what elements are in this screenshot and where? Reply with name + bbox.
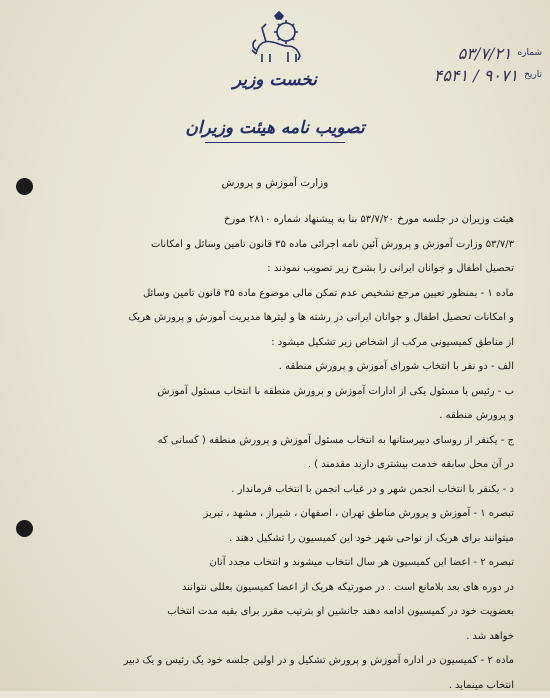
body-line: ۵۳/۷/۳ وزارت آموزش و پرورش آئین نامه اجرائی ماده ۳۵ قانون تامین وسائل و امکانات bbox=[38, 233, 514, 258]
number-label: شماره bbox=[517, 48, 542, 58]
body-line: تبصره ۱ - آموزش و پرورش مناطق تهران ، اصفهان ، شیراز ، مشهد ، تبریز bbox=[38, 502, 514, 527]
number-value: ۵۳/۷/۲۱ bbox=[458, 44, 512, 63]
heading-underline bbox=[205, 142, 345, 143]
body-line: در دوره های بعد بلامانع است . در صورتیکه هریک از اعضا کمیسیون بعللی نتوانند bbox=[38, 576, 514, 601]
body-line: ماده ۲ - کمیسیون در اداره آموزش و پرورش تشکیل و در اولین جلسه خود یک رئیس و یک دبیر bbox=[38, 649, 514, 674]
date-label: تاریخ bbox=[524, 70, 542, 80]
date-value: ۹۰۷۱ / ۴۵۴۱ bbox=[434, 66, 518, 85]
document-meta bbox=[392, 42, 542, 86]
punch-hole-top bbox=[16, 178, 33, 195]
body-line: از مناطق کمیسیونی مرکب از اشخاص زیر تشکیل میشود : bbox=[38, 331, 514, 356]
body-line: ماده ۱ - بمنظور تعیین مرجع تشخیص عدم تمکن مالی موضوع ماده ۳۵ قانون تامین وسائل bbox=[38, 282, 514, 307]
body-line: در آن محل سابقه خدمت بیشتری دارند مقدمند ) . bbox=[38, 453, 514, 478]
prime-minister-heading: نخست وزیر bbox=[0, 70, 550, 90]
body-line: ج - یکنفر از روسای دبیرستانها به انتخاب مسئول آموزش و پرورش منطقه ( کسانی که bbox=[38, 429, 514, 454]
body-line: و امکانات تحصیل اطفال و جوانان ایرانی در رشته ها و لیترها مدیریت آموزش و پرورش هریک bbox=[38, 306, 514, 331]
ministry-line: وزارت آموزش و پرورش bbox=[0, 177, 550, 189]
meta-number-row bbox=[392, 42, 542, 64]
punch-hole-bottom bbox=[16, 520, 33, 537]
body-line: هیئت وزیران در جلسه مورخ ۵۳/۷/۲۰ بنا به پیشنهاد شماره ۲۸۱۰ مورخ bbox=[38, 208, 514, 233]
body-line: انتخاب مینماید . bbox=[38, 674, 514, 698]
body-line: بعضویت خود در کمیسیون ادامه دهند جانشین او بترتیب مقرر برای بقیه مدت انتخاب bbox=[38, 600, 514, 625]
meta-date-row bbox=[392, 64, 542, 86]
lion-and-sun-emblem-icon bbox=[248, 10, 310, 66]
body-line: تحصیل اطفال و جوانان ایرانی را بشرح زیر تصویب نمودند : bbox=[38, 257, 514, 282]
body-line: د - یکنفر با انتخاب انجمن شهر و در غیاب انجمن با انتخاب فرماندار . bbox=[38, 478, 514, 503]
body-line: میتوانند برای هریک از نواحی شهر خود این کمیسیون را تشکیل دهند . bbox=[38, 527, 514, 552]
decree-body bbox=[38, 208, 514, 698]
body-line: خواهد شد . bbox=[38, 625, 514, 650]
cabinet-decree-heading: تصویب نامه هیئت وزیران bbox=[0, 118, 550, 138]
body-line: و پرورش منطقه . bbox=[38, 404, 514, 429]
body-line: الف - دو نفر با انتخاب شورای آموزش و پرورش منطقه . bbox=[38, 355, 514, 380]
body-line: ب - رئیس یا مسئول یکی از ادارات آموزش و پرورش منطقه با انتخاب مسئول آموزش bbox=[38, 380, 514, 405]
body-line: تبصره ۲ - اعضا این کمیسیون هر سال انتخاب میشوند و انتخاب مجدد آنان bbox=[38, 551, 514, 576]
